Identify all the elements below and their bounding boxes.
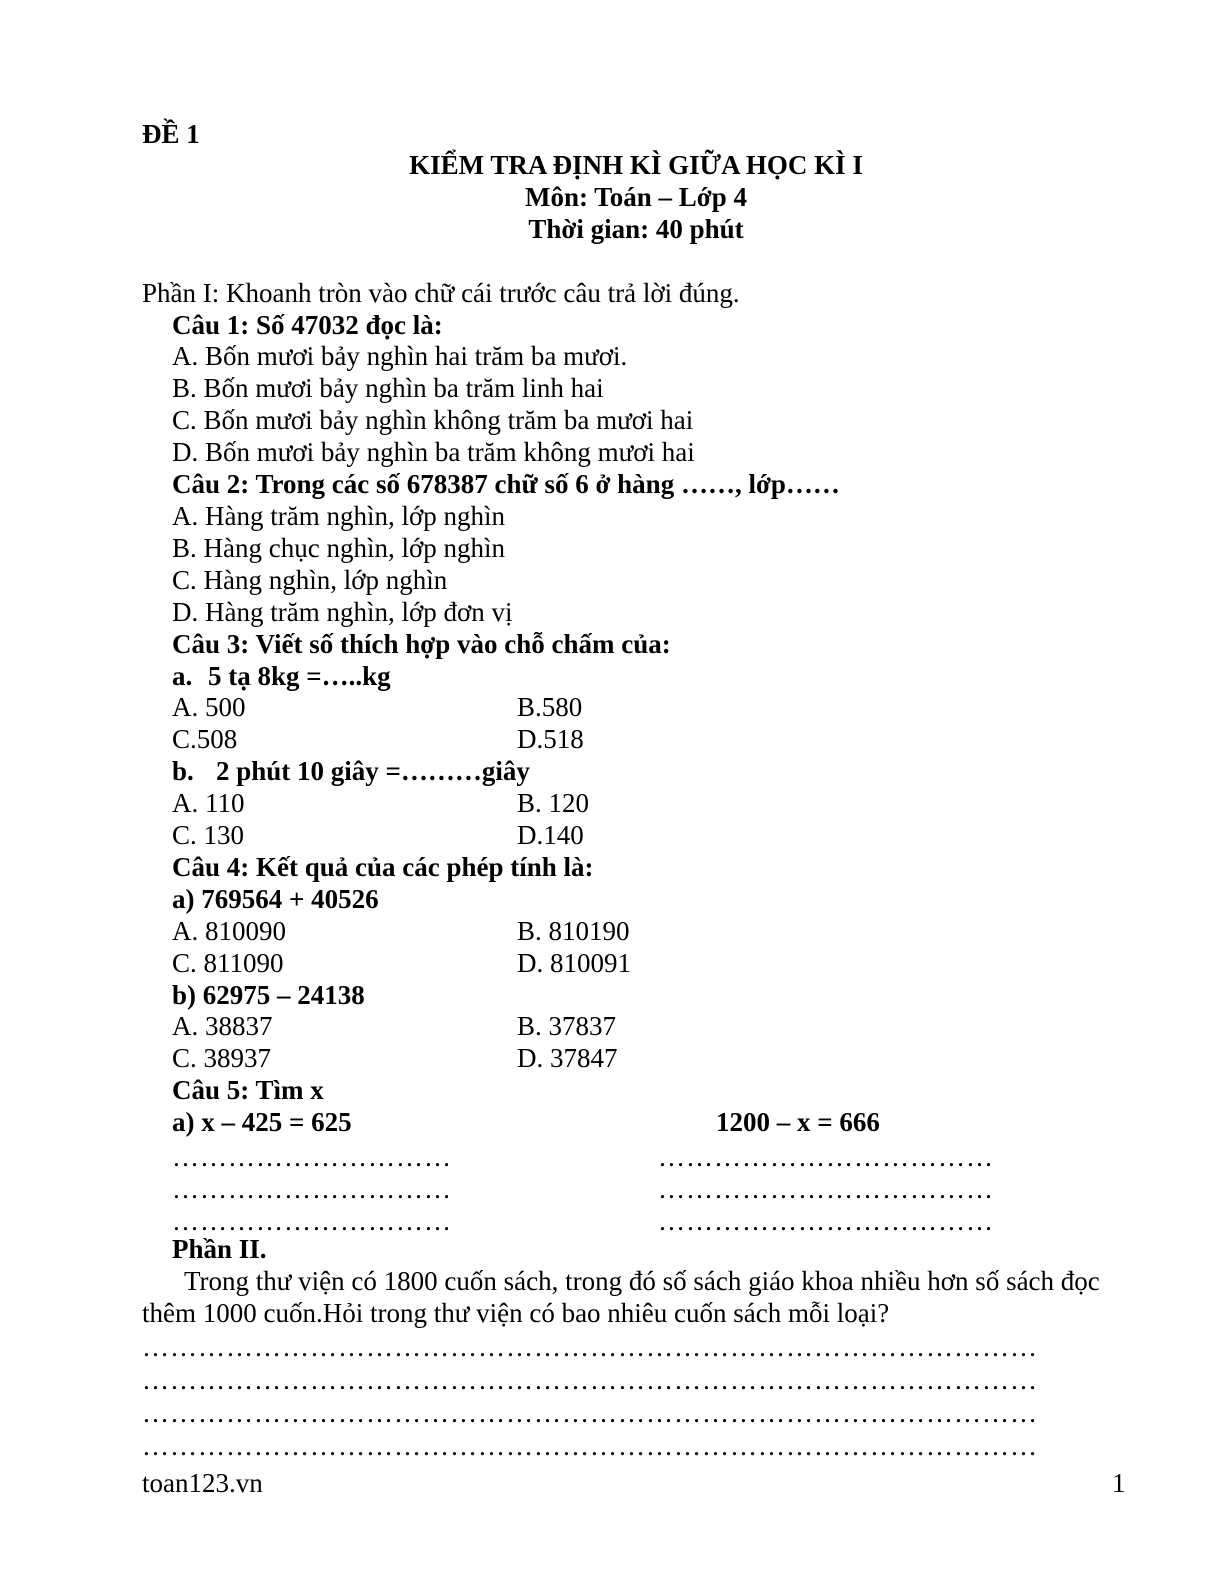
q2-option-d: D. Hàng trăm nghìn, lớp đơn vị bbox=[172, 597, 513, 627]
q5a-answer-line: ………………………… bbox=[172, 1174, 452, 1204]
q3b-option-d: D.140 bbox=[517, 820, 584, 850]
exam-number: ĐỀ 1 bbox=[142, 119, 200, 149]
part2-answer-line: …………………………………………………………………………………… bbox=[142, 1398, 1038, 1428]
q5a-equation: a) x – 425 = 625 bbox=[172, 1107, 352, 1137]
q1-option-b: B. Bốn mươi bảy nghìn ba trăm linh hai bbox=[172, 373, 604, 403]
q2-option-a: A. Hàng trăm nghìn, lớp nghìn bbox=[172, 501, 505, 531]
q3a-option-b: B.580 bbox=[517, 692, 583, 722]
q4a-option-b: B. 810190 bbox=[517, 916, 630, 946]
q5a-answer-line: ………………………… bbox=[172, 1206, 452, 1236]
q2-option-c: C. Hàng nghìn, lớp nghìn bbox=[172, 565, 448, 595]
q4a-option-d: D. 810091 bbox=[517, 948, 631, 978]
q4b-option-b: B. 37837 bbox=[517, 1011, 617, 1041]
q3b-option-c: C. 130 bbox=[172, 820, 245, 850]
q5a-answer-line: ………………………… bbox=[172, 1142, 452, 1172]
q3-title: Câu 3: Viết số thích hợp vào chỗ chấm của: bbox=[172, 629, 671, 659]
q3a-option-c: C.508 bbox=[172, 724, 238, 754]
q4b-option-d: D. 37847 bbox=[517, 1043, 618, 1073]
q4-title: Câu 4: Kết quả của các phép tính là: bbox=[172, 852, 594, 882]
part2-title: Phần II. bbox=[172, 1234, 267, 1264]
q4a-text: a) 769564 + 40526 bbox=[172, 884, 379, 914]
q3a-label: a. bbox=[172, 661, 193, 691]
q5b-answer-line: ……………………………… bbox=[658, 1206, 994, 1236]
q3a-text: 5 tạ 8kg =…..kg bbox=[208, 661, 391, 691]
q2-option-b: B. Hàng chục nghìn, lớp nghìn bbox=[172, 533, 505, 563]
q4a-option-c: C. 811090 bbox=[172, 948, 284, 978]
q1-title: Câu 1: Số 47032 đọc là: bbox=[172, 310, 443, 340]
q2-title: Câu 2: Trong các số 678387 chữ số 6 ở hàng ……, lớp…… bbox=[172, 469, 840, 499]
q3b-label: b. bbox=[172, 756, 194, 786]
q3b-text: 2 phút 10 giây =………giây bbox=[216, 756, 530, 786]
q5b-equation: 1200 – x = 666 bbox=[716, 1107, 880, 1137]
exam-time: Thời gian: 40 phút bbox=[528, 214, 744, 244]
exam-subject: Môn: Toán – Lớp 4 bbox=[524, 182, 748, 212]
q4b-text: b) 62975 – 24138 bbox=[172, 980, 365, 1010]
q5-title: Câu 5: Tìm x bbox=[172, 1075, 324, 1105]
q3a-option-a: A. 500 bbox=[172, 692, 246, 722]
part1-instruction: Phần I: Khoanh tròn vào chữ cái trước câu trả lời đúng. bbox=[142, 278, 740, 308]
q3b-option-b: B. 120 bbox=[517, 788, 590, 818]
part2-answer-line: …………………………………………………………………………………… bbox=[142, 1431, 1038, 1461]
part2-problem-line-1: Trong thư viện có 1800 cuốn sách, trong đó số sách giáo khoa nhiều hơn số sách đọc bbox=[184, 1266, 1100, 1296]
q1-option-a: A. Bốn mươi bảy nghìn hai trăm ba mươi. bbox=[172, 341, 628, 371]
q5b-answer-line: ……………………………… bbox=[658, 1174, 994, 1204]
part2-problem-line-2: thêm 1000 cuốn.Hỏi trong thư viện có bao nhiêu cuốn sách mỗi loại? bbox=[142, 1298, 890, 1328]
q1-option-d: D. Bốn mươi bảy nghìn ba trăm không mươi hai bbox=[172, 437, 695, 467]
footer-site: toan123.vn bbox=[142, 1468, 263, 1498]
exam-title: KIỂM TRA ĐỊNH KÌ GIỮA HỌC KÌ I bbox=[409, 150, 863, 180]
q4a-option-a: A. 810090 bbox=[172, 916, 286, 946]
part2-answer-line: …………………………………………………………………………………… bbox=[142, 1332, 1038, 1362]
q4b-option-a: A. 38837 bbox=[172, 1011, 273, 1041]
part2-answer-line: …………………………………………………………………………………… bbox=[142, 1365, 1038, 1395]
q5b-answer-line: ……………………………… bbox=[658, 1142, 994, 1172]
q4b-option-c: C. 38937 bbox=[172, 1043, 272, 1073]
page-number: 1 bbox=[1112, 1468, 1126, 1498]
q1-option-c: C. Bốn mươi bảy nghìn không trăm ba mươi hai bbox=[172, 405, 694, 435]
q3b-option-a: A. 110 bbox=[172, 788, 245, 818]
q3a-option-d: D.518 bbox=[517, 724, 584, 754]
